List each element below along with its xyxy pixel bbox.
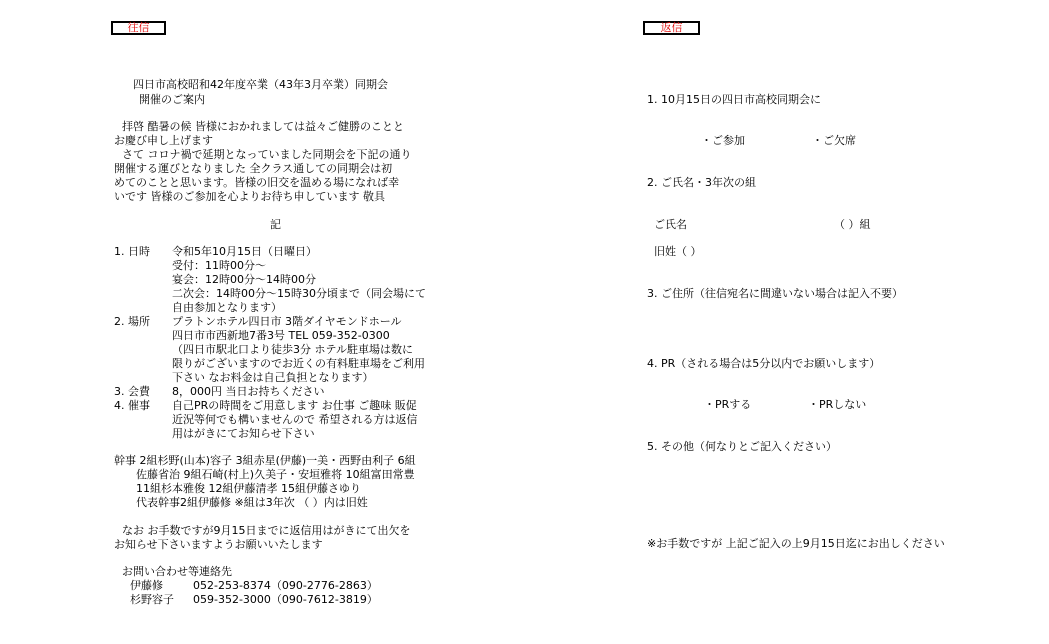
greeting-line: さて コロナ禍で延期となっていました同期会を下記の通り xyxy=(122,148,412,161)
ofuku-tag: 往信 xyxy=(111,21,166,35)
item-line: 四日市市西新地7番3号 TEL 059-352-0300 xyxy=(172,329,390,342)
reply-q4: 4. PR（される場合は5分以内でお願いします） xyxy=(647,357,881,370)
greeting-line: 開催する運びとなりました 全クラス通しての同期会は初 xyxy=(114,162,393,175)
note-line: お知らせ下さいますようお願いいたします xyxy=(114,538,323,551)
greeting-line: めてのことと思います。皆様の旧交を温める場になれば幸 xyxy=(114,176,400,189)
item-label: 2. 場所 xyxy=(114,315,150,328)
item-line: 近況等何でも構いませんので 希望される方は返信 xyxy=(172,413,418,426)
item-line: 限りがございますのでお近くの有料駐車場をご利用 xyxy=(172,357,425,370)
item-line: 自己PRの時間をご用意します お仕事 ご趣味 販促 xyxy=(172,399,417,412)
kanji-line: 佐藤省治 9組石崎(村上)久美子・安垣雅将 10組富田常豊 xyxy=(136,468,415,481)
kanji-line: 11組杉本雅俊 12組伊藤清孝 15組伊藤さゆり xyxy=(136,482,361,495)
item-line: 受付：11時00分～ xyxy=(172,259,266,272)
item-line: 令和5年10月15日（日曜日） xyxy=(172,245,317,258)
item-label: 1. 日時 xyxy=(114,245,150,258)
kanji-line: 代表幹事2組伊藤修 ※組は3年次 （ ）内は旧姓 xyxy=(136,496,368,509)
reply-footer: ※お手数ですが 上記ご記入の上9月15日迄にお出しください xyxy=(647,537,945,550)
item-line: 用はがきにてお知らせ下さい xyxy=(172,427,315,440)
title-line1: 四日市高校昭和42年度卒業（43年3月卒業）同期会 xyxy=(133,78,388,91)
pr-yes-option: ・PRする xyxy=(704,398,752,411)
greeting-line: いです 皆様のご参加を心よりお待ち申しています 敬具 xyxy=(114,190,385,203)
reply-q5: 5. その他（何なりとご記入ください） xyxy=(647,440,837,453)
item-line: プラトンホテル四日市 3階ダイヤモンドホール xyxy=(172,315,402,328)
henshin-tag: 返信 xyxy=(643,21,700,35)
title-line2: 開催のご案内 xyxy=(139,93,205,106)
pr-no-option: ・PRしない xyxy=(808,398,867,411)
greeting-line: 拝啓 酷暑の候 皆様におかれましては益々ご健勝のことと xyxy=(122,120,404,133)
contact-tel: 059-352-3000（090-7612-3819） xyxy=(193,593,378,606)
contact-name: 伊藤修 xyxy=(130,579,163,592)
item-line: 二次会：14時00分～15時30分頃まで（同会場にて xyxy=(172,287,426,300)
old-name-label: 旧姓（ ） xyxy=(654,245,702,258)
reply-q3: 3. ご住所（往信宛名に間違いない場合は記入不要） xyxy=(647,287,903,300)
item-line: 自由参加となります） xyxy=(172,301,282,314)
class-label: （ ）組 xyxy=(834,218,871,231)
contact-title: お問い合わせ等連絡先 xyxy=(122,565,232,578)
greeting-line: お慶び申し上げます xyxy=(114,134,213,147)
item-line: （四日市駅北口より徒歩3分 ホテル駐車場は数に xyxy=(172,343,413,356)
absent-option: ・ご欠席 xyxy=(812,134,856,147)
item-label: 4. 催事 xyxy=(114,399,150,412)
item-label: 3. 会費 xyxy=(114,385,150,398)
contact-tel: 052-253-8374（090-2776-2863） xyxy=(193,579,378,592)
item-line: 下さい なお料金は自己負担となります） xyxy=(172,371,374,384)
item-line: 宴会：12時00分～14時00分 xyxy=(172,273,316,286)
note-line: なお お手数ですが9月15日までに返信用はがきにて出欠を xyxy=(122,524,411,537)
contact-name: 杉野容子 xyxy=(130,593,174,606)
item-line: 8，000円 当日お持ちください xyxy=(172,385,325,398)
reply-q2: 2. ご氏名・3年次の組 xyxy=(647,176,756,189)
attend-option: ・ご参加 xyxy=(701,134,745,147)
kanji-line: 幹事 2組杉野(山本)容子 3組赤星(伊藤)一美・西野由利子 6組 xyxy=(114,454,416,467)
ki-heading: 記 xyxy=(270,218,281,231)
name-label: ご氏名 xyxy=(654,218,687,231)
reply-q1: 1. 10月15日の四日市高校同期会に xyxy=(647,93,821,106)
